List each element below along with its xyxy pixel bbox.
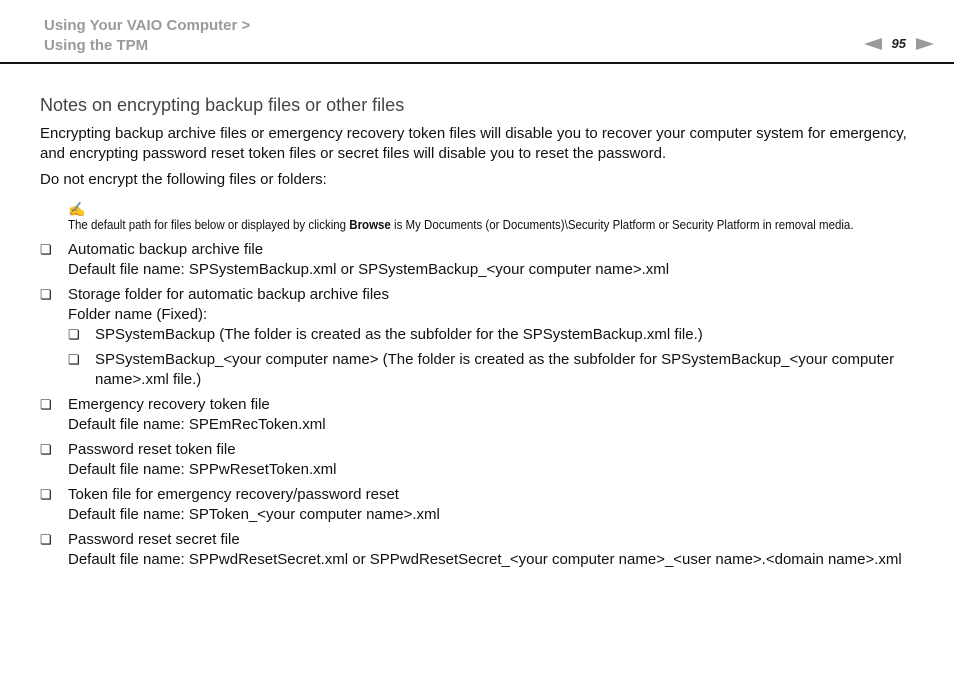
item-detail: Default file name: SPSystemBackup.xml or SPSystemBackup_<your computer name>.xml: [68, 261, 670, 278]
note-block: [68, 202, 920, 234]
sublist-item: ❏ SPSystemBackup (The folder is created as the subfolder for the SPSystemBackup.xml file.): [68, 325, 920, 345]
page-navigation: [864, 36, 934, 51]
previous-page-icon[interactable]: [864, 38, 882, 50]
note-text: [68, 216, 905, 234]
note-text-end: is My Documents (or Documents)\Security Platform or Security Platform in removal media.: [390, 218, 854, 232]
list-item: [40, 440, 920, 480]
item-title: ❏ Token file for emergency recovery/password reset: [68, 486, 399, 503]
item-title: ❏ Password reset secret file: [68, 531, 240, 548]
next-page-icon[interactable]: [916, 38, 934, 50]
list-item: [40, 395, 920, 435]
item-detail: Default file name: SPPwResetToken.xml: [68, 461, 337, 478]
item-title: ❏ Password reset token file: [68, 441, 236, 458]
breadcrumb: [44, 16, 250, 56]
item-title: ❏ Storage folder for automatic backup archive files: [68, 286, 389, 303]
intro-paragraph: Encrypting backup archive files or emergency recovery token files will disable you to recover your computer system for emergency, and encrypting password reset token files or secret files will disable you to reset the password.: [40, 125, 907, 162]
folder-sublist: [68, 325, 920, 390]
item-detail: Default file name: SPEmRecToken.xml: [68, 416, 326, 433]
note-browse-word: Browse: [349, 218, 391, 232]
item-title: ❏ Emergency recovery token file: [68, 396, 270, 413]
note-text-start: The default path for files below or displayed by clicking: [68, 218, 350, 232]
list-item: [40, 530, 920, 570]
item-detail: Default file name: SPPwdResetSecret.xml or SPPwdResetSecret_<your computer name>_<user name>.<domain name>.xml: [68, 551, 902, 568]
item-detail: Default file name: SPToken_<your computer name>.xml: [68, 506, 440, 523]
header-divider: [0, 62, 954, 64]
breadcrumb-line-2: Using the TPM: [44, 37, 149, 54]
pencil-note-icon: ✍: [68, 201, 86, 217]
page-number: 95: [891, 36, 906, 51]
item-detail: Folder name (Fixed):: [68, 306, 208, 323]
breadcrumb-line-1: Using Your VAIO Computer >: [44, 17, 251, 34]
list-item: [40, 240, 920, 280]
sublist-item: ❏ SPSystemBackup_<your computer name> (The folder is created as the subfolder for SPSystemBackup_<your computer name>.xml file.): [68, 350, 920, 390]
do-not-encrypt-paragraph: Do not encrypt the following files or folders:: [40, 171, 327, 188]
list-item: [40, 485, 920, 525]
list-item: [40, 285, 920, 390]
section-title: Notes on encrypting backup files or other files: [40, 95, 405, 115]
item-title: ❏ Automatic backup archive file: [68, 241, 264, 258]
page-content: [40, 94, 920, 575]
file-list: [40, 240, 920, 570]
